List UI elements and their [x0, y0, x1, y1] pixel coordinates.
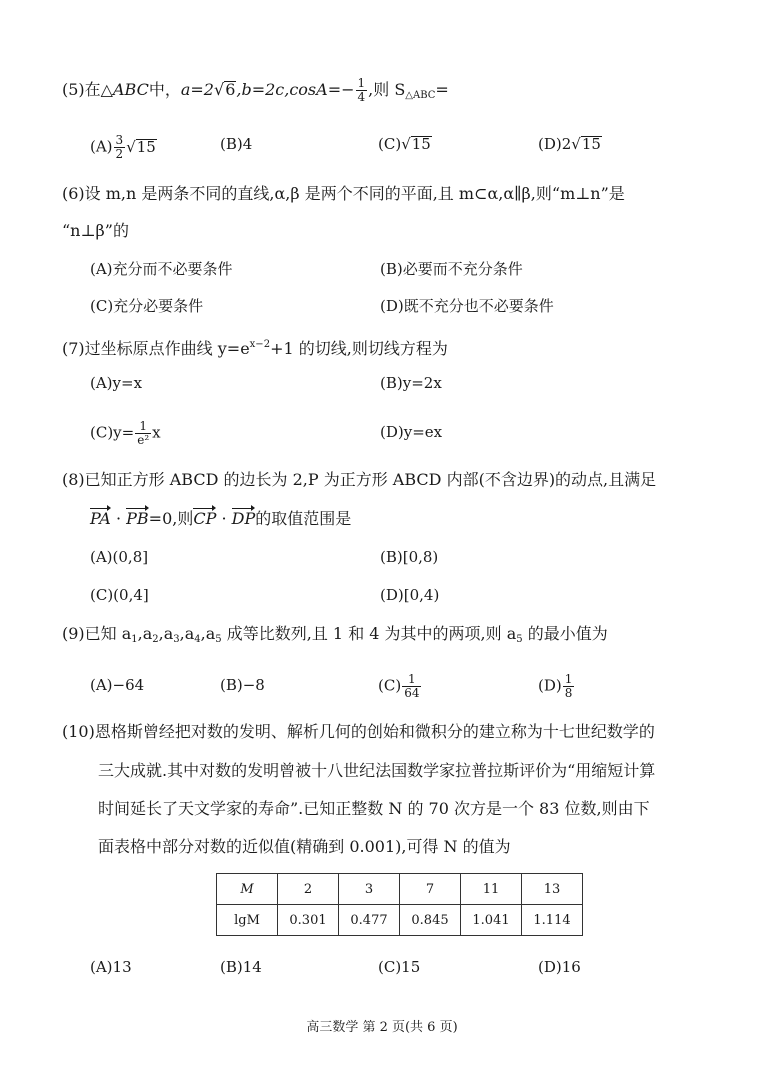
q10-option-a: (A)13	[90, 958, 132, 976]
vector-pb: PB	[126, 509, 149, 528]
option-fraction	[563, 673, 575, 700]
option-label: (A)	[90, 137, 113, 156]
q10-line-3: 时间延长了天文学家的寿命”.已知正整数 N 的 70 次方是一个 83 位数,则由下	[98, 799, 650, 818]
q7-exponent: x−2	[249, 339, 271, 350]
fraction-denominator: 64	[404, 686, 420, 700]
question-5	[62, 77, 449, 106]
question-7	[62, 335, 448, 359]
fraction-numerator: 3	[115, 133, 124, 147]
q9-text: ,a	[137, 624, 153, 643]
q5-a-value: a=2	[180, 80, 214, 99]
table-header-cell	[217, 874, 278, 905]
q6-option-c: (C)充分必要条件	[90, 297, 204, 315]
q7-option-a: (A)y=x	[90, 374, 143, 392]
q5-option-d	[538, 134, 602, 154]
q9-option-a: (A)−64	[90, 676, 145, 694]
table-cell: 0.301	[278, 905, 339, 936]
q8-option-c: (C)(0,4]	[90, 586, 149, 604]
fraction-numerator: 1	[135, 420, 151, 434]
question-9	[62, 624, 608, 650]
fraction-numerator: 1	[357, 76, 366, 90]
q8-text: 的取值范围是	[255, 509, 352, 528]
log-table	[216, 873, 583, 936]
vector-pa: PA	[90, 509, 111, 528]
fraction-numerator: 1	[564, 672, 573, 686]
subscript: 4	[194, 634, 201, 645]
q10-option-c: (C)15	[378, 958, 421, 976]
q6-line-1: (6)设 m,n 是两条不同的直线,α,β 是两个不同的平面,且 m⊂α,α∥β,则“m⊥n”是	[62, 184, 625, 203]
q5-equals: =	[435, 80, 449, 99]
option-label: (C)	[378, 135, 402, 153]
q5-subscript: △ABC	[405, 90, 436, 101]
q10-option-d: (D)16	[538, 958, 581, 976]
radicand: 15	[581, 135, 601, 153]
fraction-denominator: 2	[115, 147, 124, 161]
dot-product-symbol: ·	[216, 509, 232, 528]
q8-option-a: (A)(0,8]	[90, 548, 149, 566]
vector-cp: CP	[193, 509, 217, 528]
q5-text: 在△	[84, 80, 113, 99]
option-label: (D)	[538, 676, 562, 695]
subscript: 5	[516, 634, 523, 645]
q7-text: (7)过坐标原点作曲线 y=e	[62, 339, 250, 358]
radicand: 15	[136, 137, 156, 156]
q6-line-2: “n⊥β”的	[62, 221, 129, 240]
q9-text: ,a	[179, 624, 195, 643]
fraction-denominator: e²	[137, 433, 150, 447]
table-header-cell: lgM	[217, 905, 278, 936]
table-cell: 2	[278, 874, 339, 905]
q10-option-b: (B)14	[220, 958, 262, 976]
q7-option-b: (B)y=2x	[380, 374, 442, 392]
q8-option-b: (B)[0,8)	[380, 548, 439, 566]
q7-text: +1 的切线,则切线方程为	[270, 339, 448, 358]
table-row	[217, 874, 583, 905]
q10-line-2: 三大成就.其中对数的发明曾被十八世纪法国数学家拉普拉斯评价为“用缩短计算	[98, 761, 656, 780]
sqrt-symbol: √15	[571, 135, 601, 153]
q6-option-b: (B)必要而不充分条件	[380, 260, 523, 278]
fraction-numerator: 1	[402, 673, 421, 687]
table-cell: 11	[461, 874, 522, 905]
option-label: (C)	[378, 676, 402, 695]
q8-option-d: (D)[0,4)	[380, 586, 440, 604]
q9-option-c	[378, 673, 422, 700]
table-cell: 13	[522, 874, 583, 905]
table-cell: 1.114	[522, 905, 583, 936]
q9-text: ,a	[200, 624, 216, 643]
table-cell: 7	[400, 874, 461, 905]
subscript: 2	[152, 634, 159, 645]
q8-line-2	[90, 509, 351, 529]
option-fraction	[402, 673, 421, 700]
table-cell: 0.845	[400, 905, 461, 936]
sqrt-symbol: √15	[126, 137, 156, 156]
sqrt-symbol: √6	[213, 80, 236, 99]
q5-fraction	[356, 77, 368, 104]
radicand: 15	[411, 135, 431, 153]
q5-number: (5)	[62, 80, 85, 99]
subscript: 1	[131, 634, 138, 645]
fraction-denominator: 4	[357, 90, 366, 104]
q6-option-d: (D)既不充分也不必要条件	[380, 297, 554, 315]
q10-line-1: (10)恩格斯曾经把对数的发明、解析几何的创始和微积分的建立称为十七世纪数学的	[62, 722, 655, 741]
table-cell: 1.041	[461, 905, 522, 936]
fraction-denominator: 8	[564, 686, 573, 700]
sqrt-symbol: √15	[401, 135, 431, 153]
q5-option-a	[90, 134, 157, 161]
table-cell: 3	[339, 874, 400, 905]
q6-option-a: (A)充分而不必要条件	[90, 260, 233, 278]
table-cell: 0.477	[339, 905, 400, 936]
q10-line-4: 面表格中部分对数的近似值(精确到 0.001),可得 N 的值为	[98, 837, 511, 856]
q5-option-b: (B)4	[220, 135, 253, 153]
q9-option-b: (B)−8	[220, 676, 265, 694]
subscript: 3	[173, 634, 180, 645]
q9-text: (9)已知 a	[62, 624, 132, 643]
vector-dp: DP	[231, 509, 256, 528]
q7-option-d: (D)y=ex	[380, 423, 443, 441]
option-label: (C)y=	[90, 423, 135, 442]
page-footer: 高三数学 第 2 页(共 6 页)	[306, 1020, 458, 1035]
q7-option-c	[90, 420, 161, 447]
option-tail: x	[152, 423, 161, 442]
q9-text: 成等比数列,且 1 和 4 为其中的两项,则 a	[221, 624, 517, 643]
dot-product-symbol: ·	[110, 509, 127, 528]
q8-line-1: (8)已知正方形 ABCD 的边长为 2,P 为正方形 ABCD 内部(不含边界)的动点,且满足	[62, 470, 657, 489]
q5-option-c	[378, 134, 432, 154]
option-fraction	[135, 420, 151, 447]
subscript: 5	[215, 634, 222, 645]
q9-text: 的最小值为	[522, 624, 608, 643]
q5-tail: ,则 S	[368, 80, 406, 99]
option-fraction	[114, 134, 126, 161]
q5-triangle-label: ABC	[112, 80, 149, 99]
q9-option-d	[538, 673, 575, 700]
q5-b-cos: ,b=2c,cosA=−	[236, 80, 355, 99]
table-row	[217, 905, 583, 936]
q5-radicand: 6	[225, 80, 236, 99]
q8-text: =0,则	[148, 509, 194, 528]
cell-text: M	[240, 881, 254, 897]
q5-text: 中，	[148, 80, 181, 99]
option-label: (D)2	[538, 135, 572, 153]
q9-text: ,a	[158, 624, 174, 643]
